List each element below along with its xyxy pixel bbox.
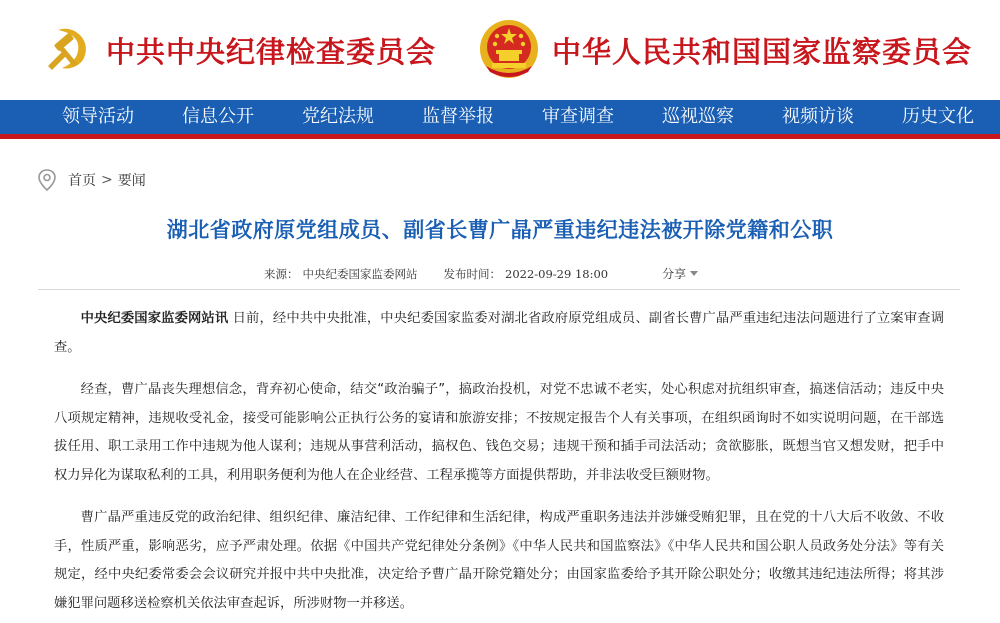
nav-item-inspection[interactable]: 巡视巡察 [662, 106, 734, 127]
nav-item-history[interactable]: 历史文化 [902, 106, 974, 127]
location-pin-icon [36, 168, 58, 192]
party-emblem-icon[interactable] [40, 20, 96, 76]
article-lead: 中央纪委国家监委网站讯 [80, 311, 229, 326]
nav-item-investigation[interactable]: 审查调查 [542, 106, 614, 127]
article-paragraph-1 [54, 305, 944, 362]
article-paragraph-1-text: 日前，经中共中央批准，中央纪委国家监委对湖北省政府原党组成员、副省长曹广晶严重违纪违法问题进行了立案审查调查。 [54, 311, 944, 355]
title-nsc: 中华人民共和国国家监察委员会 [552, 35, 973, 69]
nav-item-leadership[interactable]: 领导活动 [62, 106, 134, 127]
title-ccdi: 中共中央纪律检查委员会 [106, 35, 437, 69]
main-nav [0, 100, 1000, 134]
site-header [0, 0, 1000, 100]
publish-time-label: 发布时间： [443, 266, 501, 281]
article-paragraph-3: 曹广晶严重违反党的政治纪律、组织纪律、廉洁纪律、工作纪律和生活纪律，构成严重职务违法并涉嫌受贿犯罪，且在党的十八大后不收敛、不收手，性质严重，影响恶劣，应予严肃处理。依据《中国共产党纪律处分条例》《中华人民共和国监察法》《中华人民共和国公职人员政务处分法》等有关规定，经中央纪委常委会会议研究并报中共中央批准，决定给予曹广晶开除党籍处分；由国家监委给予其开除公职处分；收缴其违纪违法所得；将其涉嫌犯罪问题移送检察机关依法审查起诉，所涉财物一并移送。 [54, 510, 944, 611]
nav-item-disclosure[interactable]: 信息公开 [182, 106, 254, 127]
article-meta [264, 265, 698, 282]
share-button[interactable] [662, 265, 698, 282]
article-title: 湖北省政府原党组成员、副省长曹广晶严重违纪违法被开除党籍和公职 [166, 217, 834, 242]
article-body [54, 305, 944, 623]
breadcrumb-current-link[interactable]: 要闻 [117, 173, 146, 189]
breadcrumb-separator: > [101, 172, 113, 188]
breadcrumb-home-link[interactable]: 首页 [68, 173, 96, 189]
source-value: 中央纪委国家监委网站 [302, 266, 418, 281]
national-emblem-icon[interactable] [478, 18, 540, 80]
publish-time-value: 2022-09-29 18:00 [505, 266, 609, 281]
breadcrumb [36, 168, 146, 192]
article-paragraph-2: 经查，曹广晶丧失理想信念，背弃初心使命，结交“政治骗子”，搞政治投机，对党不忠诚不老实，处心积虑对抗组织审查，搞迷信活动；违反中央八项规定精神，违规收受礼金，接受可能影响公正执行公务的宴请和旅游安排；不按规定报告个人有关事项，在组织函询时不如实说明问题，在干部选拔任用、职工录用工作中违规为他人谋利；违规从事营利活动，搞权色、钱色交易；违规干预和插手司法活动；贪欲膨胀，既想当官又想发财，把手中权力异化为谋取私利的工具，利用职务便利为他人在企业经营、工程承揽等方面提供帮助，并非法收受巨额财物。 [54, 382, 944, 483]
chevron-down-icon [690, 271, 698, 276]
nav-item-report[interactable]: 监督举报 [422, 106, 494, 127]
source-label: 来源： [264, 266, 299, 281]
nav-red-stripe [0, 134, 1000, 139]
nav-item-regulations[interactable]: 党纪法规 [302, 106, 374, 127]
meta-divider [38, 289, 960, 290]
share-label: 分享 [662, 267, 687, 281]
nav-item-video[interactable]: 视频访谈 [782, 106, 854, 127]
